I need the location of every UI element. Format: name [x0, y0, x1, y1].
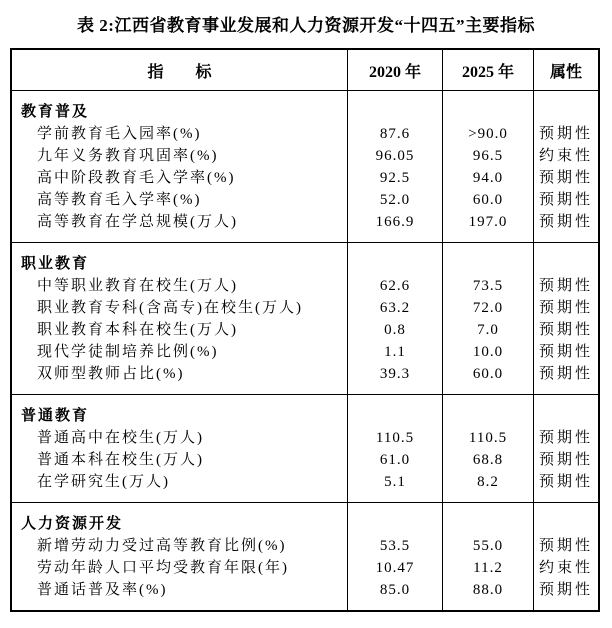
value-2020: 0.8	[384, 322, 406, 338]
attribute-value: 预期性	[538, 192, 593, 208]
value-2025: >90.0	[468, 126, 508, 142]
table-section	[12, 394, 598, 502]
indicator-label: 高等教育毛入学率(%)	[37, 192, 202, 208]
section-column	[347, 503, 442, 610]
empty-cell	[348, 405, 442, 427]
indicator-label: 在学研究生(万人)	[37, 474, 170, 490]
value-2020: 110.5	[375, 430, 415, 446]
col-header-indicator: 指 标	[147, 63, 212, 81]
indicator-label: 中等职业教育在校生(万人)	[37, 278, 238, 294]
category-label: 人力资源开发	[21, 516, 124, 532]
section-column	[533, 503, 598, 610]
category-label: 教育普及	[21, 104, 90, 120]
attribute-value: 预期性	[538, 538, 593, 554]
table-title: 表 2:江西省教育事业发展和人力资源开发“十四五”主要指标	[77, 16, 535, 35]
attribute-value: 约束性	[538, 560, 593, 576]
col-header-attribute: 属性	[533, 50, 598, 90]
section-column	[347, 243, 442, 394]
indicator-label: 双师型教师占比(%)	[37, 366, 185, 382]
value-2020: 63.2	[379, 300, 411, 316]
indicator-label: 高中阶段教育毛入学率(%)	[37, 170, 236, 186]
section-column	[12, 503, 347, 610]
table-section	[12, 91, 598, 242]
value-2020: 53.5	[379, 538, 411, 554]
indicator-label: 普通本科在校生(万人)	[37, 452, 204, 468]
value-2020: 1.1	[384, 344, 406, 360]
attribute-value: 预期性	[538, 582, 593, 598]
value-2020: 85.0	[379, 582, 411, 598]
value-2025: 88.0	[472, 582, 504, 598]
value-2025: 11.2	[473, 560, 503, 576]
value-2020: 62.6	[379, 278, 411, 294]
empty-cell	[348, 253, 442, 275]
value-2025: 73.5	[472, 278, 504, 294]
value-2020: 52.0	[379, 192, 411, 208]
indicators-table	[10, 48, 600, 612]
value-2025: 7.0	[477, 322, 499, 338]
section-column	[533, 243, 598, 394]
indicator-label: 职业教育专科(含高专)在校生(万人)	[37, 300, 303, 316]
section-column	[12, 91, 347, 242]
empty-cell	[534, 405, 598, 427]
indicator-label: 现代学徒制培养比例(%)	[37, 344, 219, 360]
value-2020: 166.9	[375, 214, 415, 230]
table-body	[12, 91, 598, 610]
value-2025: 197.0	[468, 214, 508, 230]
table-header-row	[12, 50, 598, 91]
value-2020: 87.6	[379, 126, 411, 142]
section-column	[347, 91, 442, 242]
section-column	[442, 503, 533, 610]
col-header-2020: 2020 年	[347, 50, 442, 90]
empty-cell	[534, 253, 598, 275]
attribute-value: 预期性	[538, 322, 593, 338]
section-column	[442, 395, 533, 502]
indicator-label: 普通高中在校生(万人)	[37, 430, 204, 446]
section-column	[12, 243, 347, 394]
value-2020: 61.0	[379, 452, 411, 468]
empty-cell	[443, 405, 533, 427]
value-2025: 94.0	[472, 170, 504, 186]
empty-cell	[443, 101, 533, 123]
attribute-value: 预期性	[538, 278, 593, 294]
value-2020: 10.47	[375, 560, 415, 576]
value-2020: 96.05	[375, 148, 415, 164]
table-section	[12, 502, 598, 610]
attribute-value: 预期性	[538, 452, 593, 468]
empty-cell	[443, 513, 533, 535]
value-2020: 92.5	[379, 170, 411, 186]
value-2025: 10.0	[472, 344, 504, 360]
value-2025: 68.8	[472, 452, 504, 468]
value-2020: 39.3	[379, 366, 411, 382]
indicator-label: 劳动年龄人口平均受教育年限(年)	[37, 560, 289, 576]
empty-cell	[348, 101, 442, 123]
section-column	[533, 395, 598, 502]
col-header-2025: 2025 年	[442, 50, 533, 90]
indicator-label: 九年义务教育巩固率(%)	[37, 148, 219, 164]
empty-cell	[534, 513, 598, 535]
section-column	[533, 91, 598, 242]
value-2025: 60.0	[472, 366, 504, 382]
value-2020: 5.1	[384, 474, 406, 490]
indicator-label: 新增劳动力受过高等教育比例(%)	[37, 538, 287, 554]
attribute-value: 预期性	[538, 126, 593, 142]
attribute-value: 预期性	[538, 170, 593, 186]
section-column	[442, 243, 533, 394]
indicator-label: 职业教育本科在校生(万人)	[37, 322, 238, 338]
category-label: 职业教育	[21, 256, 90, 272]
empty-cell	[534, 101, 598, 123]
attribute-value: 约束性	[538, 148, 593, 164]
attribute-value: 预期性	[538, 366, 593, 382]
empty-cell	[348, 513, 442, 535]
value-2025: 8.2	[477, 474, 499, 490]
indicator-label: 学前教育毛入园率(%)	[37, 126, 202, 142]
attribute-value: 预期性	[538, 300, 593, 316]
attribute-value: 预期性	[538, 344, 593, 360]
value-2025: 72.0	[472, 300, 504, 316]
value-2025: 96.5	[472, 148, 504, 164]
indicator-label: 普通话普及率(%)	[37, 582, 168, 598]
indicator-label: 高等教育在学总规模(万人)	[37, 214, 238, 230]
category-label: 普通教育	[21, 408, 90, 424]
value-2025: 110.5	[468, 430, 508, 446]
section-column	[442, 91, 533, 242]
section-column	[12, 395, 347, 502]
value-2025: 55.0	[472, 538, 504, 554]
empty-cell	[443, 253, 533, 275]
table-section	[12, 242, 598, 394]
attribute-value: 预期性	[538, 214, 593, 230]
attribute-value: 预期性	[538, 474, 593, 490]
section-column	[347, 395, 442, 502]
value-2025: 60.0	[472, 192, 504, 208]
attribute-value: 预期性	[538, 430, 593, 446]
